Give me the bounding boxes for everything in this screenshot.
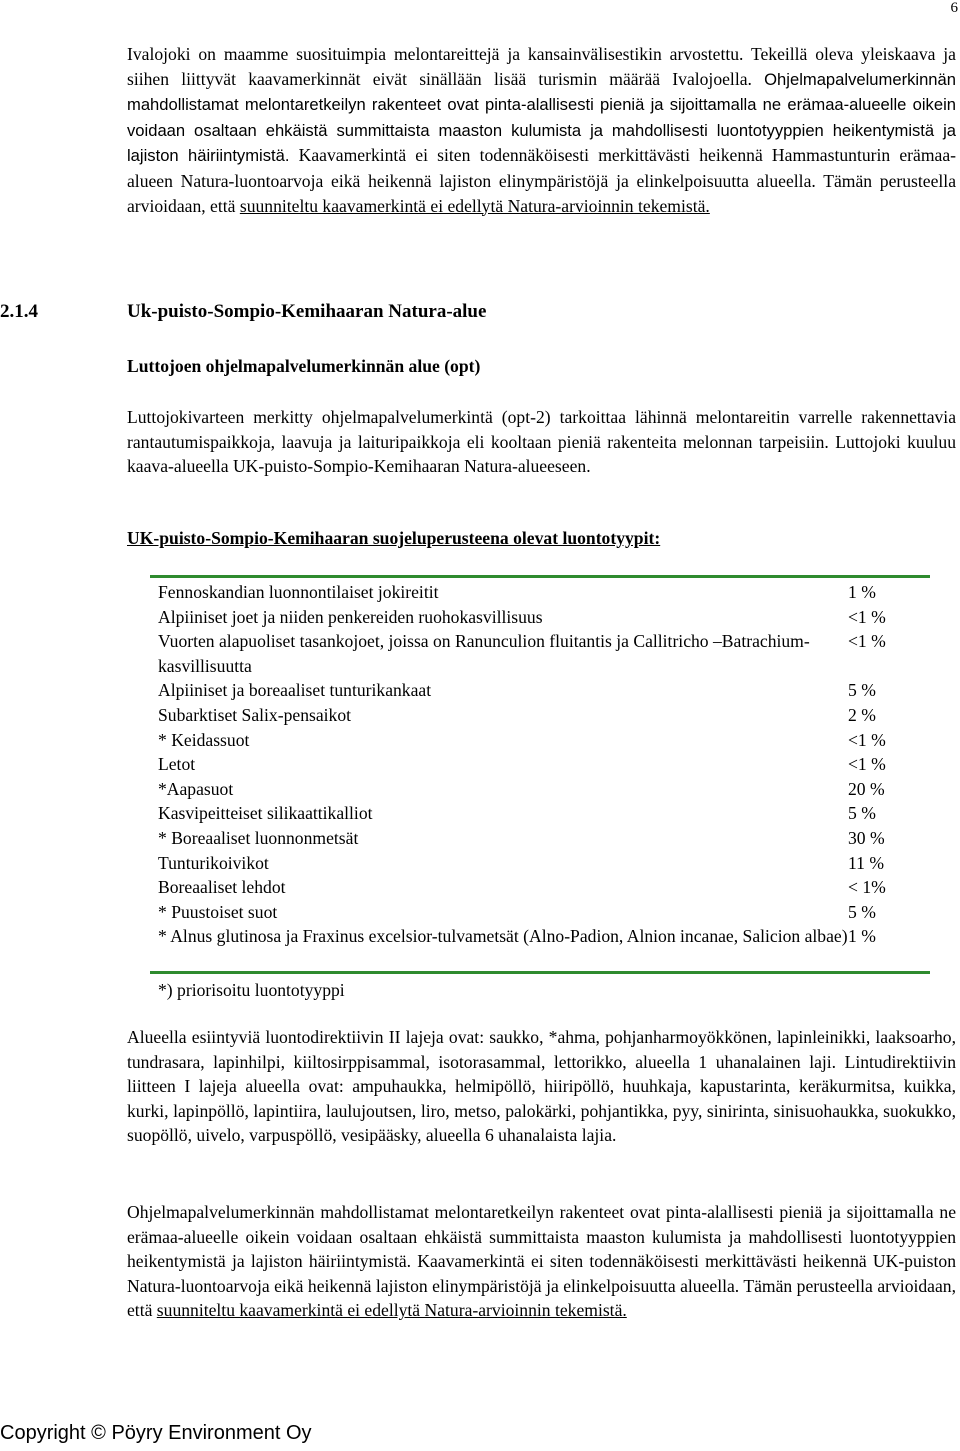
habitat-share: 20 % — [848, 778, 885, 799]
table-row — [158, 801, 930, 826]
habitat-name: Kasvipeitteiset silikaattikalliot — [158, 803, 373, 824]
habitat-share: 5 % — [848, 901, 876, 922]
habitat-name: Fennoskandian luonnontilaiset jokireitit — [158, 582, 439, 602]
luttojoki-paragraph: Luttojokivarteen merkitty ohjelmapalvelumerkintä (opt-2) tarkoittaa lähinnä melontareitin varrelle rakennettavia rantautumispaikkoja, laavuja ja laituripaikkoja eli kooltaan pieniä rakenteita melonnan tarpeisiin. Luttojoki kuuluu kaava-alueella UK-puisto-Sompio-Kemihaaran Natura-alueeseen. — [127, 407, 956, 477]
habitat-share: <1 % — [848, 729, 886, 750]
habitat-name: Alpiiniset ja boreaaliset tunturikankaat — [158, 680, 432, 701]
table-row — [158, 629, 930, 678]
table-row — [158, 875, 930, 900]
habitat-name: Letot — [158, 754, 196, 775]
table-row — [158, 703, 930, 728]
intro-text-3: Kaavamerkintä ei siten todennäköisesti merkittävästi heikennä Hammastunturin erämaa-alueen Natura-luontoarvoja eikä heikennä lajiston elinympäristöjä ja elinkelpoisuutta alueella. Tämän perusteella arvioidaan, että — [127, 145, 956, 216]
conclusion-paragraph — [127, 1200, 956, 1323]
intro-text-2: Ohjelmapalvelumerkinnän mahdollistamat melontaretkeilyn rakenteet ovat pinta-alallisesti pieniä ja sijoittamalla ne erämaa-alueelle oikein voidaan osaltaan ehkäistä summittaista maaston kulumista ja mahdollisesti luontotyyppien heikentymistä ja lajiston häiriintymistä. — [127, 69, 956, 166]
page-number: 6 — [950, 0, 958, 16]
table-row — [158, 752, 930, 777]
habitat-share: 2 % — [848, 704, 876, 725]
copyright-footer: Copyright © Pöyry Environment Oy — [0, 1422, 312, 1444]
habitat-table-heading: UK-puisto-Sompio-Kemihaaran suojeluperusteena olevat luontotyypit: — [127, 528, 661, 548]
species-paragraph: Alueella esiintyviä luontodirektiivin II lajeja ovat: saukko, *ahma, pohjanharmoyökkönen, lapinleinikki, laaksoarho, tundrasara, lapinhilpi, kiiltosirppisammal, isotorasammal, lettorikko, alueella 1 uhanalainen laji. Lintudirektiivin liitteen I lajeja alueella ovat: ampuhaukka, helmipöllö, hiiripöllö, huuhkaja, kapustarinta, keräkurmitsa, kuikka, kurki, lapinpöllö, lapintiira, laulujoutsen, liro, metso, palokärki, pohjantikka, pyy, sinirinta, sinisuohaukka, suokukko, suopöllö, uivelo, varpuspöllö, vesipääsky, alueella 6 uhanalaista lajia. — [127, 1027, 956, 1146]
habitat-name: * Keidassuot — [158, 729, 250, 750]
habitat-share: < 1% — [848, 877, 886, 898]
table-row — [158, 580, 930, 605]
habitat-name: Vuorten alapuoliset tasankojoet, joissa on Ranunculion fluitantis ja Callitricho –Batrachium-kasvillisuutta — [158, 631, 810, 676]
habitat-name: Subarktiset Salix-pensaikot — [158, 704, 352, 725]
conclusion-text: Ohjelmapalvelumerkinnän mahdollistamat melontaretkeilyn rakenteet ovat pinta-alallisesti pieniä ja sijoittamalla ne erämaa-alueelle oikein voidaan osaltaan ehkäistä summittaista maaston kulumista ja mahdollisesti luontotyyppien heikentymistä ja lajiston häiriintymistä. Kaavamerkintä ei siten todennäköisesti merkittävästi heikennä UK-puiston Natura-luontoarvoja eikä heikennä lajiston elinympäristöjä ja elinkelpoisuutta alueella. Tämän perusteella arvioidaan, että — [127, 1202, 956, 1321]
conclusion-underlined: suunniteltu kaavamerkintä ei edellytä Natura-arvioinnin tekemistä. — [156, 1300, 627, 1321]
habitat-name: Alpiiniset joet ja niiden penkereiden ruohokasvillisuus — [158, 606, 543, 627]
habitat-name: * Puustoiset suot — [158, 901, 278, 922]
priority-footnote: *) priorisoitu luontotyyppi — [158, 980, 345, 1000]
table-row — [158, 728, 930, 753]
habitat-name: *Aapasuot — [158, 778, 234, 799]
habitat-name: * Boreaaliset luonnonmetsät — [158, 827, 359, 848]
habitat-share: 1 % — [848, 926, 876, 947]
habitat-name: Tunturikoivikot — [158, 852, 269, 873]
habitat-share: <1 % — [848, 754, 886, 775]
table-row — [158, 678, 930, 703]
table-row — [158, 900, 930, 925]
section-number: 2.1.4 — [0, 301, 38, 322]
table-row — [158, 826, 930, 851]
table-top-rule — [150, 575, 930, 578]
habitat-share: <1 % — [848, 631, 886, 652]
habitat-share: 1 % — [848, 582, 876, 602]
table-row — [158, 924, 930, 949]
habitat-share: 5 % — [848, 803, 876, 824]
habitat-share: <1 % — [848, 606, 886, 627]
habitat-name: Boreaaliset lehdot — [158, 877, 286, 898]
table-row — [158, 851, 930, 876]
table-bottom-rule — [150, 971, 930, 974]
table-row — [158, 777, 930, 802]
habitat-name: * Alnus glutinosa ja Fraxinus excelsior-tulvametsät (Alno-Padion, Alnion incanae, Salicion albae) — [158, 926, 848, 947]
table-row — [158, 605, 930, 630]
habitat-share: 11 % — [848, 852, 884, 873]
subheading: Luttojoen ohjelmapalvelumerkinnän alue (opt) — [127, 356, 481, 376]
section-title: Uk-puisto-Sompio-Kemihaaran Natura-alue — [127, 301, 487, 322]
habitat-share: 5 % — [848, 680, 876, 701]
habitat-rows — [158, 580, 930, 949]
intro-paragraph — [127, 42, 956, 218]
intro-text-1: Ivalojoki on maamme suosituimpia melontareittejä ja kansainvälisestikin arvostettu. Tekeillä oleva yleiskaava ja siihen liittyvät kaavamerkinnät eivät sinällään lisää turismin määrää Ivalojoella. — [127, 44, 956, 89]
habitat-share: 30 % — [848, 827, 885, 848]
intro-conclusion-underlined: suunniteltu kaavamerkintä ei edellytä Natura-arvioinnin tekemistä. — [239, 195, 710, 216]
